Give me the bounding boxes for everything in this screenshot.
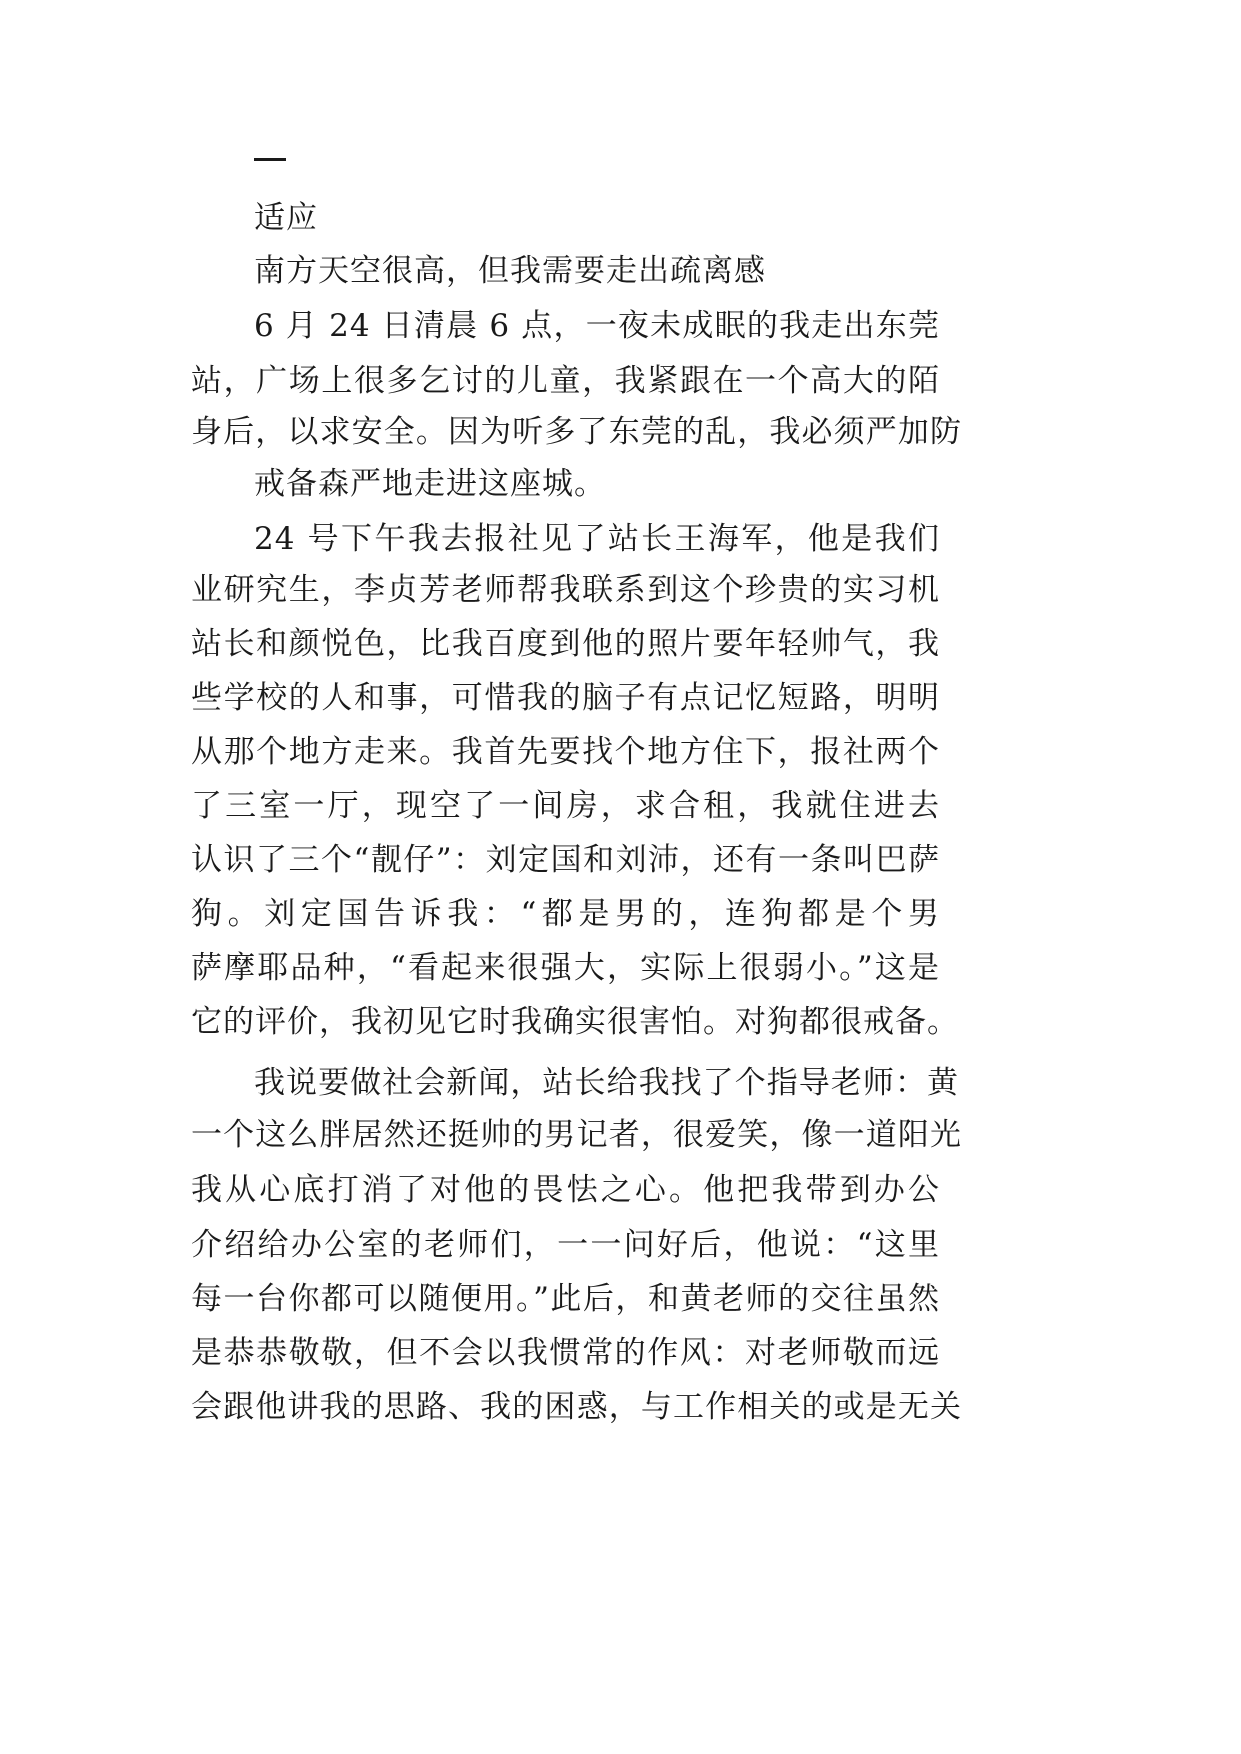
paragraph-line: 会跟他讲我的思路、我的困惑，与工作相关的或是无关 xyxy=(191,1389,962,1425)
subheading: 南方天空很高，但我需要走出疏离感 xyxy=(254,253,766,289)
paragraph-line: 些学校的人和事，可惜我的脑子有点记忆短路，明明 xyxy=(191,680,940,716)
paragraph-line: 一个这么胖居然还挺帅的男记者，很爱笑，像一道阳光 xyxy=(191,1117,962,1153)
paragraph-line: 我说要做社会新闻，站长给我找了个指导老师：黄 xyxy=(254,1065,959,1101)
paragraph-line: 它的评价，我初见它时我确实很害怕。对狗都很戒备。 xyxy=(191,1004,959,1040)
paragraph-line: 戒备森严地走进这座城。 xyxy=(254,466,606,502)
paragraph-line: 每一台你都可以随便用。”此后，和黄老师的交往虽然 xyxy=(191,1281,940,1317)
section-number xyxy=(254,158,286,161)
paragraph-line: 是恭恭敬敬，但不会以我惯常的作风：对老师敬而远 xyxy=(191,1335,940,1371)
heading: 适应 xyxy=(254,200,318,236)
paragraph-line: 24 号下午我去报社见了站长王海军，他是我们 xyxy=(254,521,940,557)
paragraph-line: 身后，以求安全。因为听多了东莞的乱，我必须严加防 xyxy=(191,414,962,450)
paragraph-line: 业研究生，李贞芳老师帮我联系到这个珍贵的实习机 xyxy=(191,572,940,608)
paragraph-line: 萨摩耶品种，“看起来很强大，实际上很弱小。”这是 xyxy=(191,950,940,986)
paragraph-line: 我从心底打消了对他的畏怯之心。他把我带到办公 xyxy=(191,1172,940,1208)
paragraph-line: 狗。刘定国告诉我：“都是男的，连狗都是个男 xyxy=(191,896,940,932)
paragraph-line: 从那个地方走来。我首先要找个地方住下，报社两个 xyxy=(191,734,940,770)
paragraph-line: 认识了三个“靓仔”：刘定国和刘沛，还有一条叫巴萨 xyxy=(191,842,940,878)
paragraph-line: 站长和颜悦色，比我百度到他的照片要年轻帅气，我 xyxy=(191,626,940,662)
paragraph-line: 介绍给办公室的老师们，一一问好后，他说：“这里 xyxy=(191,1227,940,1263)
paragraph-line: 6 月 24 日清晨 6 点，一夜未成眠的我走出东莞 xyxy=(254,308,940,344)
paragraph-line: 了三室一厅，现空了一间房，求合租，我就住进去 xyxy=(191,788,940,824)
paragraph-line: 站，广场上很多乞讨的儿童，我紧跟在一个高大的陌 xyxy=(191,363,940,399)
